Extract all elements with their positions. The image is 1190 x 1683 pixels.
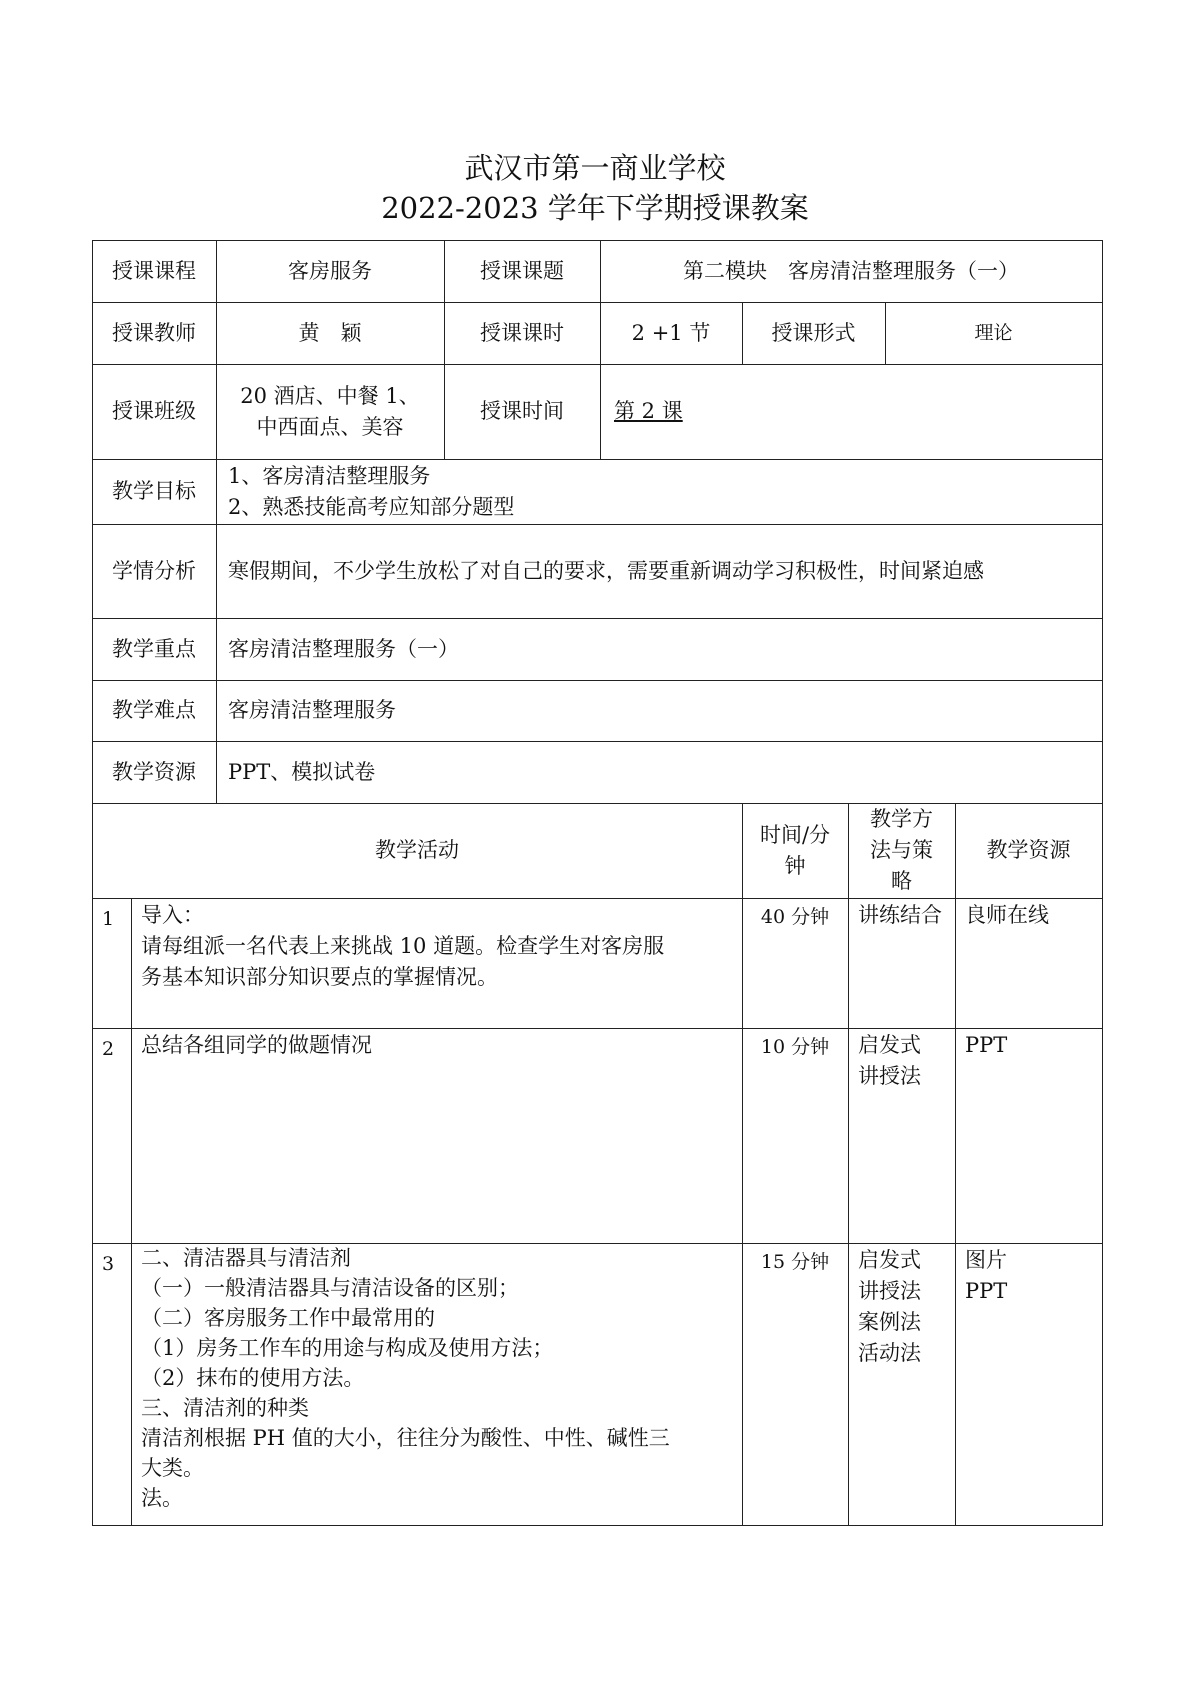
method-header-line-2: 法与策 — [870, 838, 933, 862]
resource-header: 教学资源 — [986, 838, 1071, 862]
analysis-value: 寒假期间，不少学生放松了对自己的要求，需要重新调动学习积极性，时间紧迫感 — [228, 558, 984, 583]
activity-resource — [955, 898, 1102, 1028]
key-value: 客房清洁整理服务（一） — [228, 636, 459, 661]
row-number: 1 — [102, 908, 115, 930]
content-line: 三、清洁剂的种类 — [141, 1396, 309, 1420]
activity-content — [131, 898, 742, 1028]
difficulty-value: 客房清洁整理服务 — [228, 698, 396, 722]
difficulty-label: 教学难点 — [112, 698, 196, 722]
resource-line: PPT — [965, 1279, 1008, 1303]
resource-line: 良师在线 — [965, 903, 1049, 927]
teacher-label: 授课教师 — [112, 320, 196, 345]
method-line: 活动法 — [858, 1341, 921, 1365]
class-line-1: 20 酒店、中餐 1、 — [240, 383, 420, 408]
method-line: 讲练结合 — [858, 903, 942, 927]
row-number: 2 — [102, 1038, 115, 1060]
activity-content — [131, 1243, 742, 1525]
activity-time: 40 分钟 — [760, 906, 830, 928]
topic-value: 第二模块 客房清洁整理服务（一） — [683, 258, 1019, 283]
method-line: 讲授法 — [858, 1064, 921, 1088]
time-header — [742, 803, 848, 898]
activity-time: 10 分钟 — [760, 1036, 830, 1058]
content-line: （二）客房服务工作中最常用的 — [141, 1306, 435, 1330]
method-line: 讲授法 — [858, 1279, 921, 1303]
class-line-2: 中西面点、美容 — [256, 414, 404, 439]
method-header — [848, 803, 955, 898]
resource-value: PPT、模拟试卷 — [228, 759, 376, 784]
class-value — [216, 364, 444, 459]
goal-line-2: 2、熟悉技能高考应知部分题型 — [228, 495, 515, 519]
time-value-cell — [600, 364, 1102, 459]
course-label: 授课课程 — [112, 258, 196, 283]
activity-resource — [955, 1243, 1102, 1525]
goal-value — [216, 459, 1102, 524]
school-name: 武汉市第一商业学校 — [464, 151, 726, 185]
key-label: 教学重点 — [112, 636, 196, 661]
method-line: 启发式 — [858, 1248, 921, 1272]
course-value: 客房服务 — [288, 258, 372, 283]
resource-line: PPT — [965, 1033, 1008, 1057]
content-line: 大类。 — [141, 1456, 204, 1480]
form-label: 授课形式 — [771, 320, 856, 345]
time-header-line-1: 时间/分 — [759, 822, 831, 847]
activity-time: 15 分钟 — [760, 1251, 830, 1273]
content-line: 导入： — [141, 903, 204, 927]
time-header-line-2: 钟 — [784, 853, 806, 878]
content-line: （2）抹布的使用方法。 — [141, 1366, 365, 1390]
goal-label: 教学目标 — [112, 479, 196, 503]
method-header-line-1: 教学方 — [870, 807, 933, 831]
activity-method — [848, 898, 955, 1028]
hours-value: 2 +1 节 — [631, 320, 711, 345]
content-line: 法。 — [141, 1486, 183, 1510]
row-number: 3 — [102, 1253, 115, 1275]
method-header-line-3: 略 — [891, 869, 912, 893]
form-value: 理论 — [974, 321, 1013, 344]
class-label: 授课班级 — [112, 399, 196, 423]
content-line: 清洁剂根据 PH 值的大小，往往分为酸性、中性、碱性三 — [141, 1426, 670, 1450]
plan-title: 2022-2023 学年下学期授课教案 — [381, 191, 809, 225]
content-line: 请每组派一名代表上来挑战 10 道题。检查学生对客房服 — [141, 934, 665, 958]
resource-line: 图片 — [965, 1248, 1007, 1272]
content-line: 二、清洁器具与清洁剂 — [141, 1246, 351, 1270]
activity-method — [848, 1243, 955, 1525]
time-value: 第 2 课 — [614, 399, 683, 423]
activity-resource — [955, 1028, 1102, 1243]
method-line: 案例法 — [858, 1310, 921, 1334]
time-label: 授课时间 — [480, 399, 564, 423]
method-line: 启发式 — [858, 1033, 921, 1057]
activity-header: 教学活动 — [375, 838, 459, 862]
content-line: （一）一般清洁器具与清洁设备的区别； — [141, 1276, 519, 1300]
topic-label: 授课课题 — [480, 258, 564, 283]
analysis-label: 学情分析 — [112, 558, 196, 583]
goal-line-1: 1、客房清洁整理服务 — [228, 464, 431, 488]
content-line: 务基本知识部分知识要点的掌握情况。 — [141, 965, 498, 989]
hours-label: 授课课时 — [480, 320, 564, 345]
activity-method — [848, 1028, 955, 1243]
activity-content — [131, 1028, 742, 1243]
teacher-value: 黄 颖 — [298, 320, 362, 345]
content-line: 总结各组同学的做题情况 — [141, 1033, 372, 1057]
resource-label: 教学资源 — [112, 759, 196, 784]
content-line: （1）房务工作车的用途与构成及使用方法； — [141, 1336, 554, 1360]
